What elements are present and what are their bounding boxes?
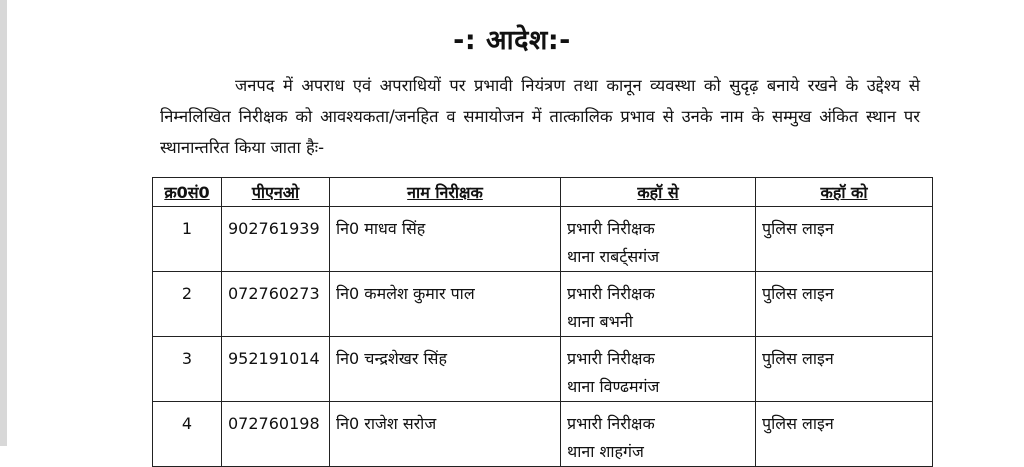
cell-pno: 072760273 (222, 272, 330, 337)
transfer-table (152, 177, 933, 467)
cell-to: पुलिस लाइन (756, 207, 933, 272)
cell-to: पुलिस लाइन (756, 272, 933, 337)
cell-serial: 1 (153, 207, 222, 272)
from-designation: प्रभारी निरीक्षक (567, 349, 655, 368)
table-header-row (153, 178, 933, 207)
cell-inspector-name: नि0 चन्द्रशेखर सिंह (330, 337, 561, 402)
header-inspector-name: नाम निरीक्षक (330, 178, 561, 207)
table-row (153, 402, 933, 467)
from-station: थाना विण्ढमगंज (567, 377, 660, 396)
header-pno: पीएनओ (222, 178, 330, 207)
cell-inspector-name: नि0 कमलेश कुमार पाल (330, 272, 561, 337)
cell-to: पुलिस लाइन (756, 402, 933, 467)
from-station: थाना राबर्ट्सगंज (567, 247, 660, 266)
from-designation: प्रभारी निरीक्षक (567, 414, 655, 433)
cell-from (561, 337, 756, 402)
cell-to: पुलिस लाइन (756, 337, 933, 402)
header-serial: क्र0सं0 (153, 178, 222, 207)
header-from: कहॉ से (561, 178, 756, 207)
table-row (153, 337, 933, 402)
cell-from (561, 272, 756, 337)
cell-pno: 952191014 (222, 337, 330, 402)
from-station: थाना बभनी (567, 312, 633, 331)
cell-serial: 3 (153, 337, 222, 402)
from-station: थाना शाहगंज (567, 442, 644, 461)
cell-serial: 2 (153, 272, 222, 337)
order-paragraph: जनपद में अपराध एवं अपराधियों पर प्रभावी नियंत्रण तथा कानून व्यवस्था को सुदृढ़ बनाये रखने के उद्देश्य से निम्नलिखित निरीक्षक को आवश्यकता/जनहित व समायोजन में तात्कालिक प्रभाव से उनके नाम के सम्मुख अंकित स्थान पर स्थानान्तरित किया जाता हैः- (160, 76, 920, 157)
header-to: कहॉ को (756, 178, 933, 207)
cell-inspector-name: नि0 माधव सिंह (330, 207, 561, 272)
cell-serial: 4 (153, 402, 222, 467)
cell-inspector-name: नि0 राजेश सरोज (330, 402, 561, 467)
cell-from (561, 207, 756, 272)
cell-pno: 072760198 (222, 402, 330, 467)
page-left-edge (0, 0, 7, 446)
order-title: -: आदेश:- (453, 25, 571, 56)
table-row (153, 272, 933, 337)
cell-from (561, 402, 756, 467)
from-designation: प्रभारी निरीक्षक (567, 284, 655, 303)
table-row (153, 207, 933, 272)
cell-pno: 902761939 (222, 207, 330, 272)
from-designation: प्रभारी निरीक्षक (567, 219, 655, 238)
